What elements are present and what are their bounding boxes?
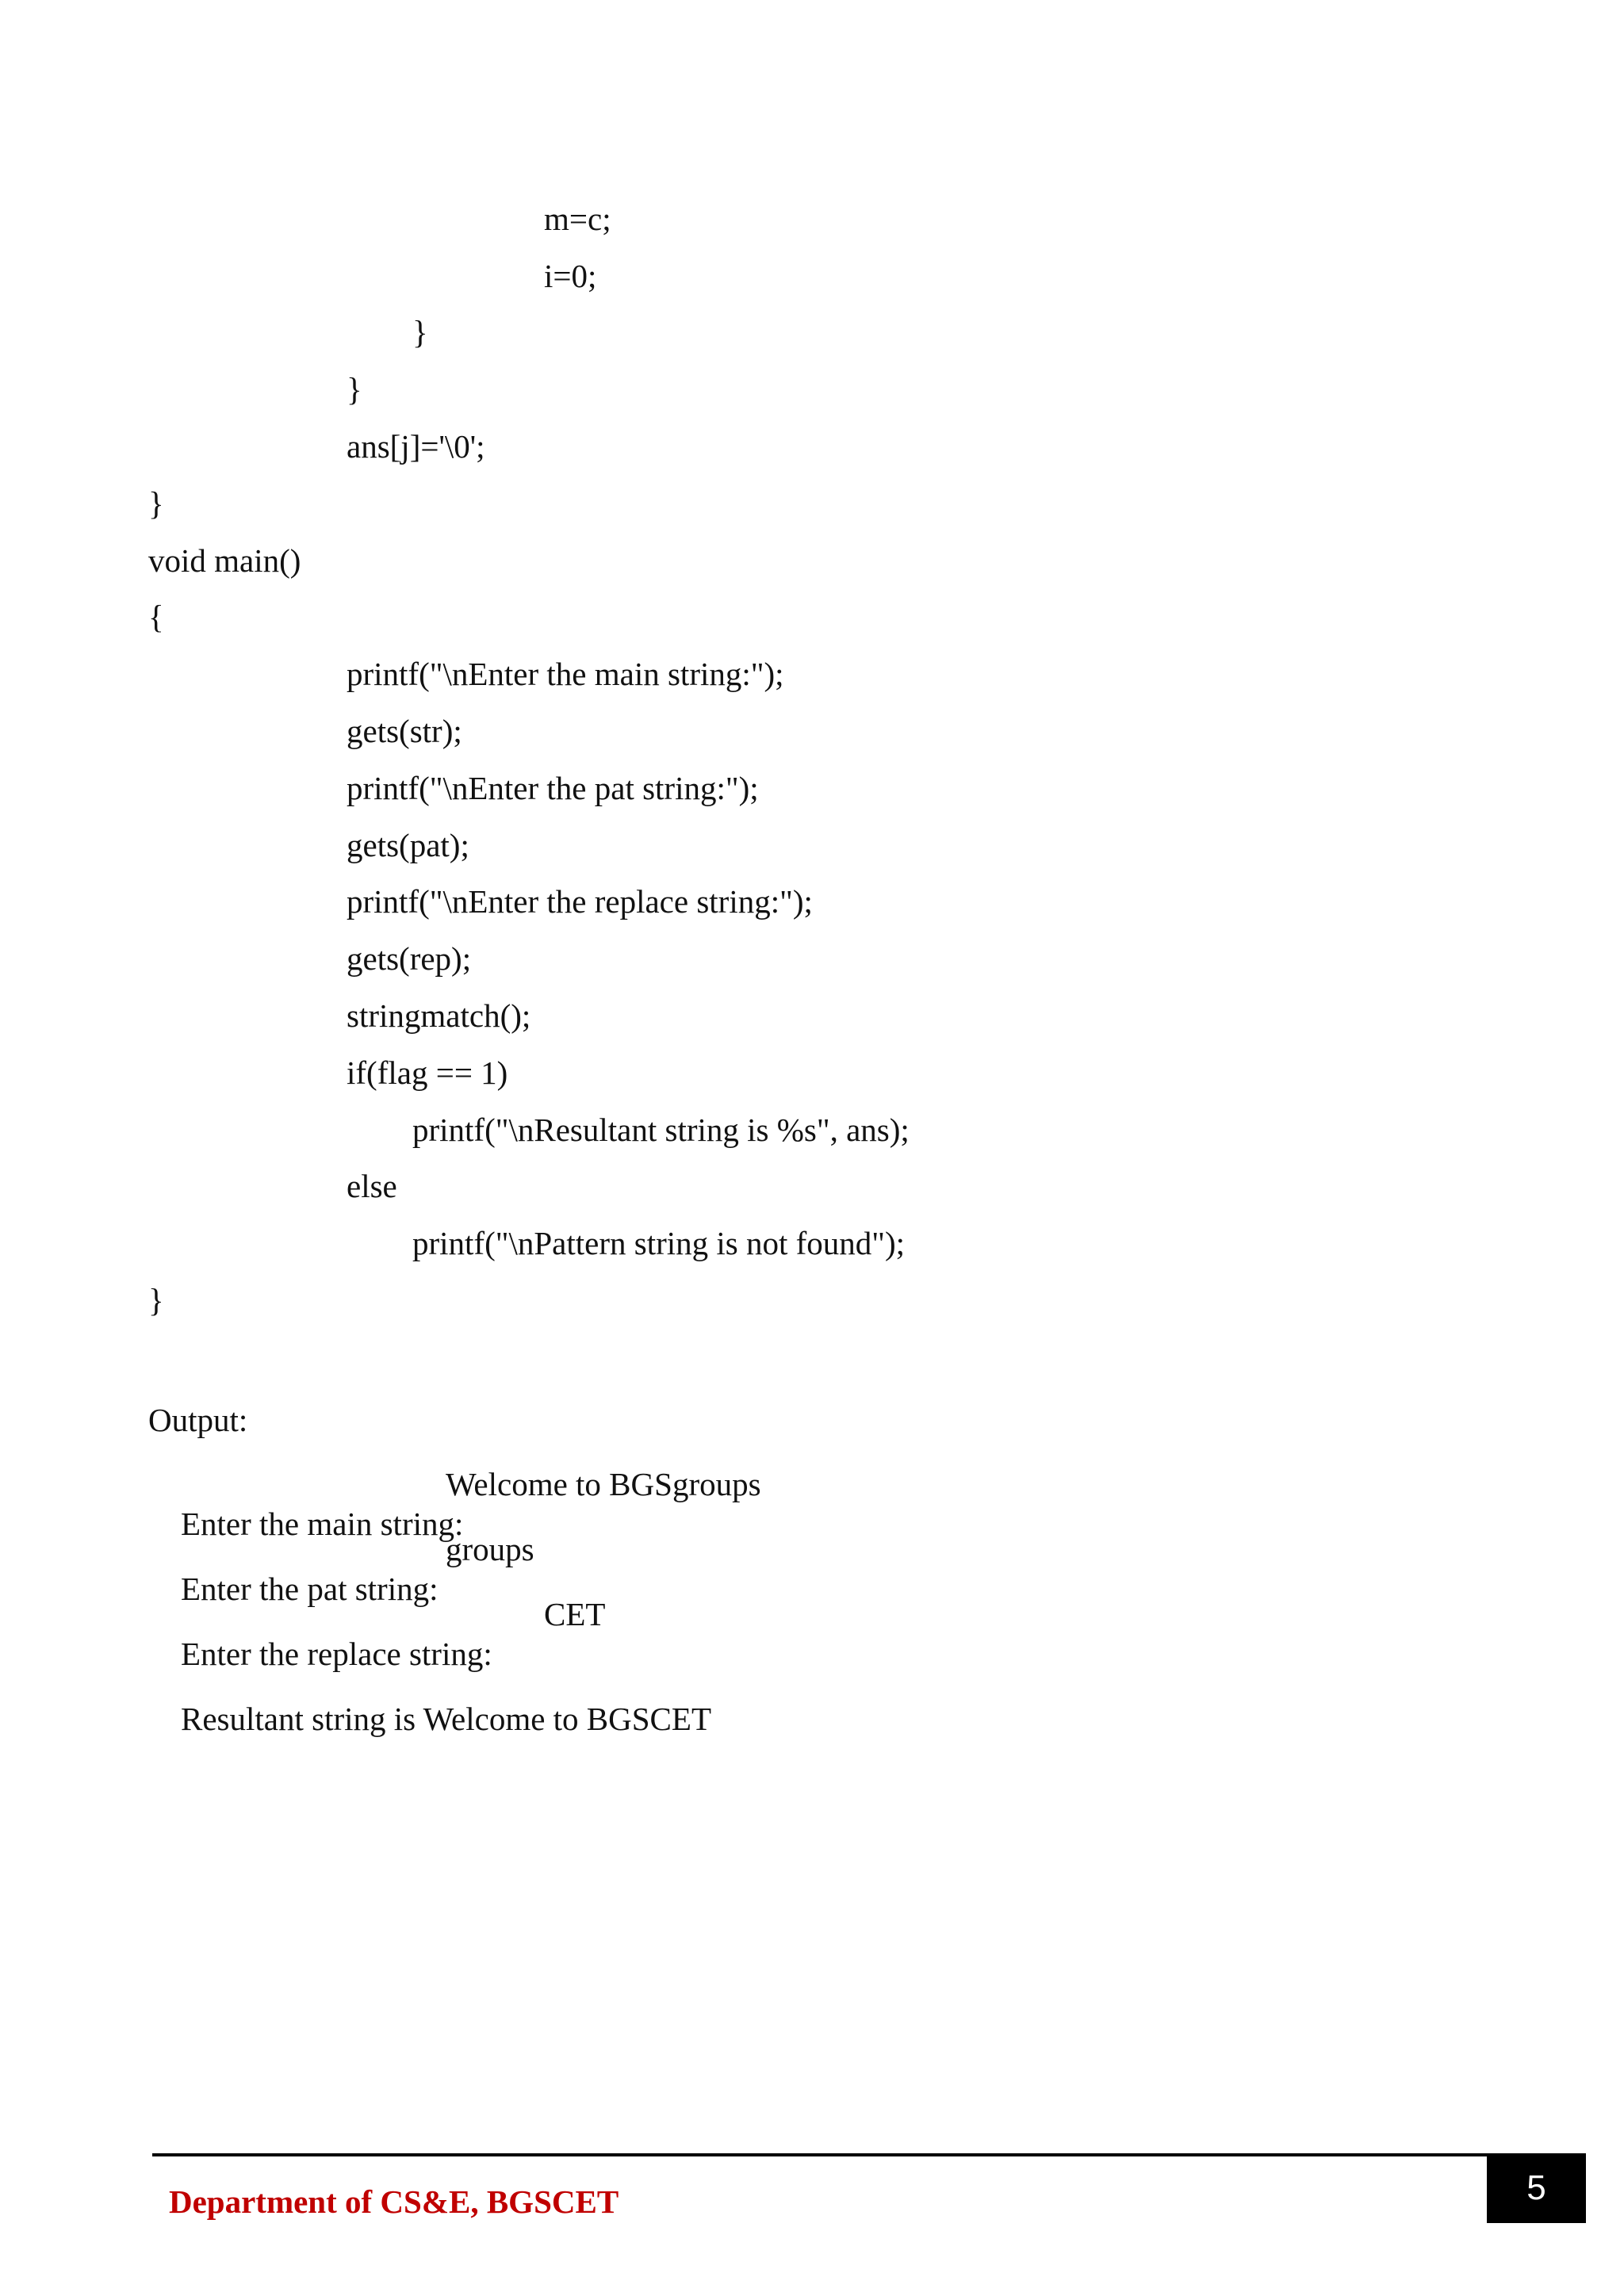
- code-line: else: [347, 1168, 397, 1204]
- code-line: printf("\nPattern string is not found");: [412, 1225, 906, 1261]
- code-line: ans[j]='\0';: [347, 428, 485, 465]
- page-number: 5: [1487, 2153, 1586, 2223]
- code-line: void main(): [148, 542, 301, 579]
- output-heading: Output:: [148, 1402, 248, 1438]
- output-label: Enter the main string:: [181, 1506, 464, 1542]
- footer-department: Department of CS&E, BGSCET: [169, 2183, 619, 2220]
- code-line: i=0;: [544, 258, 597, 294]
- output-label: Enter the pat string:: [181, 1571, 439, 1607]
- code-line: if(flag == 1): [347, 1054, 508, 1091]
- code-line: }: [148, 1282, 164, 1318]
- output-value: groups: [446, 1531, 534, 1567]
- output-value: CET: [544, 1596, 606, 1632]
- footer-divider: [152, 2153, 1489, 2156]
- code-line: printf("\nEnter the pat string:");: [347, 770, 759, 806]
- code-line: printf("\nEnter the main string:");: [347, 656, 784, 692]
- code-line: stringmatch();: [347, 997, 531, 1034]
- code-line: gets(rep);: [347, 940, 472, 977]
- code-line: }: [347, 371, 362, 408]
- output-label: Resultant string is Welcome to BGSCET: [181, 1701, 711, 1737]
- code-line: {: [148, 599, 164, 635]
- code-line: gets(str);: [347, 713, 462, 749]
- output-label: Enter the replace string:: [181, 1636, 492, 1672]
- code-line: printf("\nEnter the replace string:");: [347, 883, 813, 920]
- output-row: [148, 1659, 711, 1818]
- code-line: printf("\nResultant string is %s", ans);: [412, 1112, 910, 1148]
- code-line: m=c;: [544, 201, 611, 237]
- code-line: gets(pat);: [347, 827, 469, 863]
- code-line: }: [148, 485, 164, 522]
- code-line: }: [412, 314, 428, 350]
- output-value: Welcome to BGSgroups: [446, 1466, 761, 1502]
